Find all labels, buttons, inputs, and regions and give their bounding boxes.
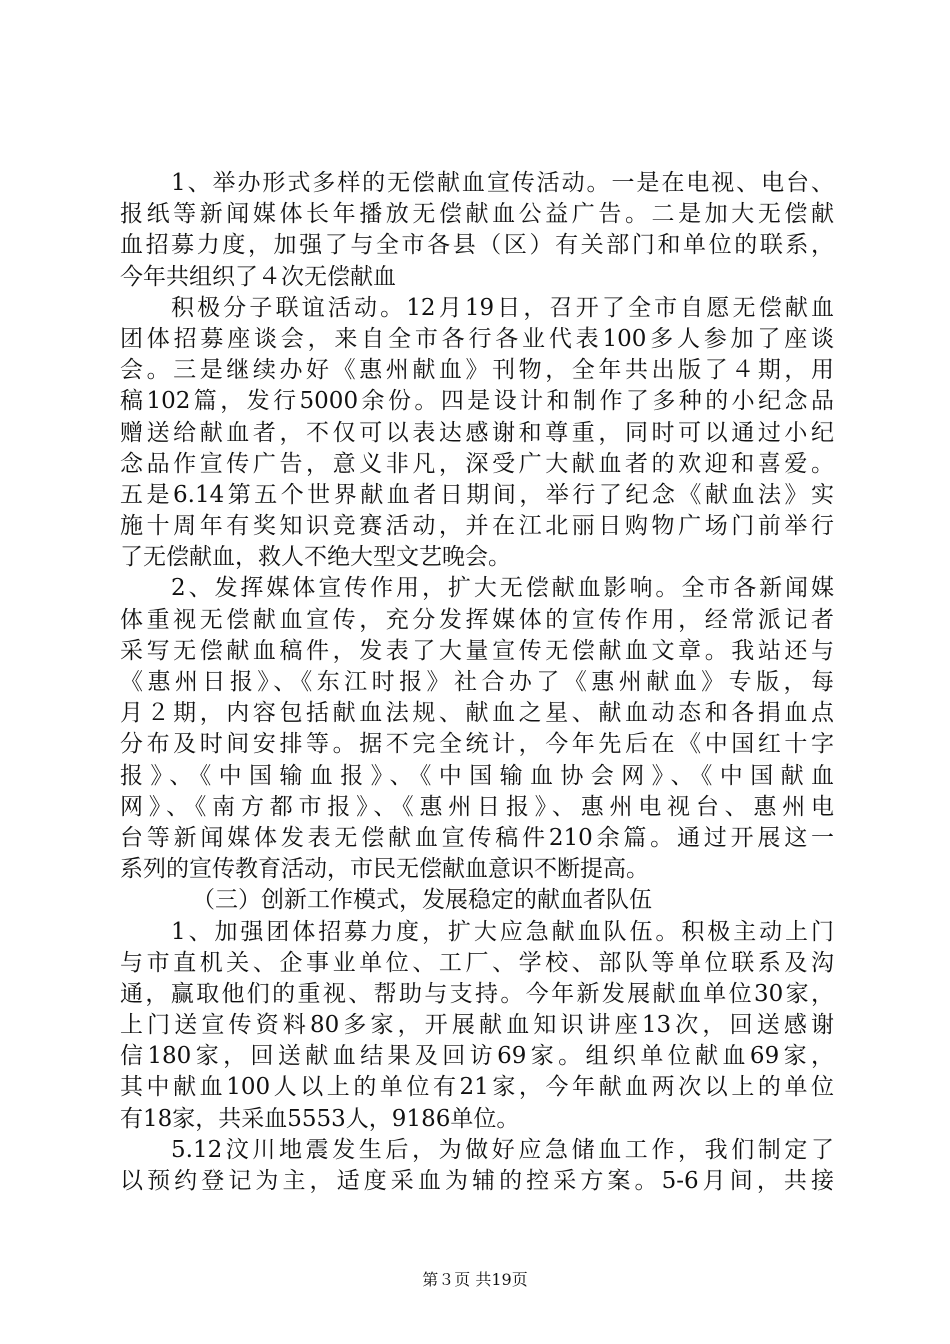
text-line: 1、举办形式多样的无偿献血宣传活动。一是在电视、电台、 xyxy=(171,170,834,196)
text-line: 体重视无偿献血宣传，充分发挥媒体的宣传作用，经常派记者 xyxy=(120,606,834,633)
text-line: 《惠州日报》、《东江时报》社合办了《惠州献血》专版，每 xyxy=(120,669,834,695)
text-line: 上门送宣传资料80多家，开展献血知识讲座13次，回送感谢 xyxy=(120,1012,834,1039)
text-line: 系列的宣传教育活动，市民无偿献血意识不断提高。 xyxy=(120,856,649,883)
text-line: 有18家，共采血5553人，9186单位。 xyxy=(120,1105,520,1132)
text-line: 2、发挥媒体宣传作用，扩大无偿献血影响。全市各新闻媒 xyxy=(171,575,834,602)
text-line: 施十周年有奖知识竞赛活动，并在江北丽日购物广场门前举行 xyxy=(120,513,834,540)
text-line: 今年共组织了４次无偿献血 xyxy=(120,263,396,290)
body-text xyxy=(120,168,834,1197)
text-line: 团体招募座谈会，来自全市各行各业代表100多人参加了座谈 xyxy=(120,325,834,352)
text-line: 信180家，回送献血结果及回访69家。组织单位献血69家， xyxy=(120,1043,834,1070)
text-line: 念品作宣传广告，意义非凡，深受广大献血者的欢迎和喜爱。 xyxy=(120,450,834,477)
text-line: 了无偿献血，救人不绝大型文艺晚会。 xyxy=(120,544,511,571)
text-line: 报纸等新闻媒体长年播放无偿献血公益广告。二是加大无偿献 xyxy=(120,201,834,228)
text-line: 赠送给献血者，不仅可以表达感谢和尊重，同时可以通过小纪 xyxy=(120,419,834,446)
text-line: 5.12汶川地震发生后，为做好应急储血工作，我们制定了 xyxy=(171,1136,834,1163)
text-line: 采写无偿献血稿件，发表了大量宣传无偿献血文章。我站还与 xyxy=(120,637,834,664)
text-line: 网》、《南方都市报》、《惠州日报》、惠州电视台、惠州电 xyxy=(120,793,834,820)
text-line: 与市直机关、企事业单位、工厂、学校、部队等单位联系及沟 xyxy=(120,949,834,976)
text-line: 血招募力度，加强了与全市各县（区）有关部门和单位的联系， xyxy=(120,232,834,259)
page-number: 第３页 共19页 xyxy=(422,1270,528,1289)
text-line: 1、加强团体招募力度，扩大应急献血队伍。积极主动上门 xyxy=(171,918,834,945)
text-line: 报》、《中国输血报》、《中国输血协会网》、《中国献血 xyxy=(120,762,834,789)
section-heading: （三）创新工作模式，发展稳定的献血者队伍 xyxy=(192,887,652,914)
text-line: 以预约登记为主，适度采血为辅的控采方案。5-6月间，共接 xyxy=(120,1168,834,1194)
text-line: 月２期，内容包括献血法规、献血之星、献血动态和各捐血点 xyxy=(120,700,834,727)
text-line: 稿102篇，发行5000余份。四是设计和制作了多种的小纪念品 xyxy=(120,388,834,415)
text-line: 台等新闻媒体发表无偿献血宣传稿件210余篇。通过开展这一 xyxy=(120,824,834,851)
text-line: 通，赢取他们的重视、帮助与支持。今年新发展献血单位30家， xyxy=(120,980,834,1007)
text-line: 五是6.14第五个世界献血者日期间，举行了纪念《献血法》实 xyxy=(120,481,834,508)
text-line: 分布及时间安排等。据不完全统计，今年先后在《中国红十字 xyxy=(120,731,834,758)
text-line: 积极分子联谊活动。12月19日，召开了全市自愿无偿献血 xyxy=(171,294,834,321)
text-line: 其中献血100人以上的单位有21家，今年献血两次以上的单位 xyxy=(120,1074,834,1101)
text-line: 会。三是继续办好《惠州献血》刊物，全年共出版了４期，用 xyxy=(120,357,834,384)
